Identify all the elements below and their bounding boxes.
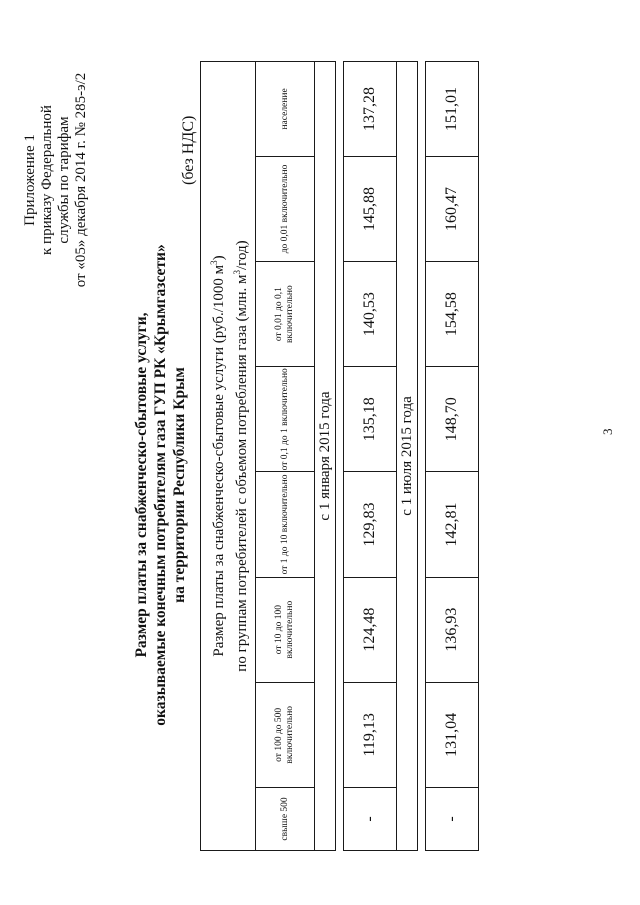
row-spacer bbox=[418, 62, 426, 851]
tariff-table bbox=[200, 61, 479, 851]
appendix-line: от «05» декабря 2014 г. № 285-э/2 bbox=[73, 72, 89, 288]
row-spacer bbox=[336, 62, 344, 851]
table-cell: 142,81 bbox=[426, 472, 479, 577]
table-cell: 148,70 bbox=[426, 367, 479, 472]
table-cell: 129,83 bbox=[344, 472, 397, 577]
column-header: до 0,01 включительно bbox=[256, 156, 315, 261]
table-cell: 145,88 bbox=[344, 156, 397, 261]
column-header: от 100 до 500 включительно bbox=[256, 682, 315, 787]
table-row bbox=[344, 62, 397, 851]
column-header: от 0,1 до 1 включительно bbox=[256, 367, 315, 472]
appendix-line: к приказу Федеральной bbox=[39, 105, 55, 255]
table-cell: 137,28 bbox=[344, 62, 397, 157]
table-cell: 136,93 bbox=[426, 577, 479, 682]
title-line: Размер платы за снабженческо-сбытовые услуги, bbox=[133, 312, 150, 658]
table-cell: 131,04 bbox=[426, 682, 479, 787]
column-header: от 1 до 10 включительно bbox=[256, 472, 315, 577]
title-line: оказываемые конечным потребителям газа ГУП РК «Крымгазсети» bbox=[152, 244, 169, 726]
period-label: с 1 января 2015 года bbox=[315, 62, 336, 851]
appendix-line: службы по тарифам bbox=[56, 116, 72, 244]
column-header: свыше 500 bbox=[256, 787, 315, 850]
table-row bbox=[426, 62, 479, 851]
column-header: население bbox=[256, 62, 315, 157]
vat-note: (без НДС) bbox=[180, 115, 197, 185]
column-header: от 0,01 до 0,1 включительно bbox=[256, 262, 315, 367]
table-cell: 154,58 bbox=[426, 262, 479, 367]
title-line: на территории Республики Крым bbox=[171, 367, 188, 603]
page-number: 3 bbox=[600, 428, 615, 435]
appendix-reference bbox=[22, 40, 90, 320]
appendix-line: Приложение 1 bbox=[22, 134, 38, 226]
document-title bbox=[132, 125, 189, 845]
table-cell: 151,01 bbox=[426, 62, 479, 157]
table-cell: 124,48 bbox=[344, 577, 397, 682]
table-cell: 160,47 bbox=[426, 156, 479, 261]
table-cell: 119,13 bbox=[344, 682, 397, 787]
period-label: с 1 июля 2015 года bbox=[397, 62, 418, 851]
table-cell: 140,53 bbox=[344, 262, 397, 367]
table-cell: - bbox=[344, 787, 397, 850]
table-cell: - bbox=[426, 787, 479, 850]
table-caption: Размер платы за снабженческо-сбытовые услуги (руб./1000 $м^3$) по группам потребителей с объемом потребления газа (млн. $м^3/год$) bbox=[201, 62, 256, 851]
table-cell: 135,18 bbox=[344, 367, 397, 472]
column-header: от 10 до 100 включительно bbox=[256, 577, 315, 682]
